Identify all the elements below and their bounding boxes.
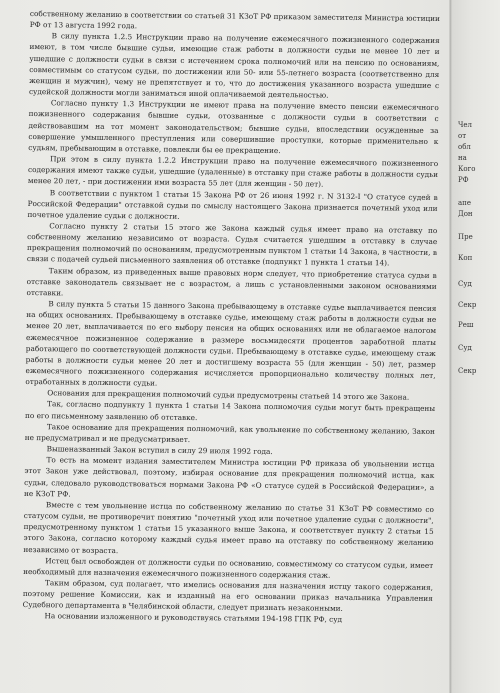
adjacent-page-fragment: от [458,132,467,140]
paragraph: Основания для прекращения полномочий судьи предусмотрены статьей 14 этого же Закона. [47,388,410,402]
paragraph: На основании изложенного и руководствуясь статьями 194-198 ГПК РФ, суд [44,611,343,625]
adjacent-page-fragment: Коп [458,254,473,262]
adjacent-page-fragment: Чел [458,121,472,129]
paragraph: Вышеназванный Закон вступил в силу 29 июля 1992 года. [46,444,273,457]
adjacent-page-fragment: Дон [458,210,473,218]
paragraph: В силу пункта 5 статьи 15 данного Закона пребывающему в отставке судье выплачивается пенсия на общих основаниях. Пребывающему в отставке судье, имеющему стаж работы в должности судьи не менее 20 лет, выплачивается по его выбору пенсия на общих основаниях или не облагаемое налогом ежемесячное пожизненное содержание в размере восьмидесяти процентов заработной платы работающего по соответствующей должности судьи. Пребывающему в отставке судье, имеющему стаж работы в должности судьи менее 20 лет и достигшему возраста 55 (для женщин - 50) лет, размер ежемесячного пожизненного содержания исчисляется пропорционально количеству полных лет, отработанных в должности судьи. [25,299,437,388]
adjacent-page-fragment: Секр [458,301,477,309]
adjacent-page-fragment: Кого [458,165,476,173]
paragraph: собственному желанию в соответствии со статьей 31 КЗоТ РФ приказом заместителя Министра юстиции РФ от 13 августа 1992 года. [29,8,440,31]
paragraph: Истец был освобожден от должности судьи по основанию, совместимому со статусом судьи, имеет необходимый для назначения ежемесячного пожизненного содержания стаж. [23,555,434,580]
adjacent-page-fragment: Суд [458,344,472,352]
paragraph: То есть на момент издания заместителем Министра юстиции РФ приказа об увольнении истца этот Закон уже действовал, поэтому, избирая основание для прекращения полномочий истца, как судьи, следовало руководствоваться нормами Закона РФ «О статусе судей в Российской Федерации», а не КЗоТ РФ. [24,455,435,499]
adjacent-page-fragment: обл [458,143,471,151]
paragraph: Такое основание для прекращения полномочий, как увольнение по собственному желанию, Закон не предусматривал и не предусматривает. [24,422,435,444]
adjacent-page-fragment: Реш [458,321,474,329]
adjacent-page-fragment: РФ [458,176,469,184]
paragraph: Согласно пункту 1.3 Инструкции не имеют права на получение вместо пенсии ежемесячного пожизненного содержания бывшие судьи, отозванные с должности судьи в соответствии с действовавшим на тот момент законодательством; бывшие судьи, впоследствии осужденные за совершение умышленного преступления или совершившие проступки, которые применительно к судьям, пребывающим в отставке, повлекли бы ее прекращение. [28,98,439,155]
document-body [23,8,440,627]
paragraph: В силу пункта 1.2.5 Инструкции право на получение ежемесячного пожизненного содержания имеют, в том числе бывшие судьи, имеющие стаж работы в должности судьи не менее 10 лет и ушедшие с должности судьи в связи с истечением срока полномочий или на пенсию по основаниям, совместимым со статусом судьи, по достижении или 50- или 55-летнего возраста (соответственно для женщин и мужчин), чему не препятствует и то, что до достижения указанного возраста ушедшие с судейской должности могли заниматься иной оплачиваемой деятельностью. [28,31,440,100]
adjacent-page-fragment: Секр [458,367,477,375]
adjacent-page-fragment: на [458,154,467,162]
adjacent-page-fragment: Пре [458,233,473,241]
paragraph: Таким образом, из приведенных выше правовых норм следует, что приобретение статуса судьи в отставке законодатель связывает не с возрастом, а лишь с установленными законом основаниями отставки. [26,265,437,298]
paragraph: Вместе с тем увольнение истца по собственному желанию по статье 31 КЗоТ РФ совместимо со статусом судьи, не противоречит понятию "почетный уход или почетное удаление судьи с должности", предусмотренному пунктом 1 статьи 15 указанного выше Закона, и соответствует пункту 2 статьи 15 этого Закона, согласно которому каждый судья имеет право на отставку по собственному желанию независимо от возраста. [23,500,434,555]
paragraph: Согласно пункту 2 статьи 15 этого же Закона каждый судья имеет право на отставку по собственному желанию независимо от возраста. Судья считается ушедшим в отставку в случае прекращения полномочий по основаниям, предусмотренным пунктом 1 статьи 14 Закона, в частности, в связи с подачей судьей письменного заявления об отставке (подпункт 1 пункта 1 статьи 14). [26,221,438,268]
paragraph: При этом в силу пункта 1.2.2 Инструкции право на получение ежемесячного пожизненного содержания имеют также судьи, ушедшие (удаленные) в отставку при стаже работы в должности судьи менее 20 лет, - при достижении ими возраста 55 лет (для женщин - 50 лет). [27,154,439,189]
paragraph: Таким образом, суд полагает, что имелись основания для назначения истцу такого содержания, поэтому решение Комиссии, как и изданный на его основании приказ начальника Управления Судебного департамента в Челябинской области, следует признать незаконными. [22,578,434,614]
paragraph: В соответствии с пунктом 1 статьи 15 Закона РФ от 26 июня 1992 г. N 3132-I "О статусе судей в Российской Федерации" отставкой судьи по смыслу настоящего Закона признается почетный уход или почетное удаление судьи с должности. [27,187,438,221]
adjacent-page-fragment: Суд [458,280,472,288]
adjacent-page-fragment: апе [458,199,471,207]
paragraph: Так, согласно подпункту 1 пункта 1 статьи 14 Закона полномочия судьи могут быть прекращены по его письменному заявлению об отставке. [24,399,436,422]
adjacent-page-edge [452,0,500,693]
